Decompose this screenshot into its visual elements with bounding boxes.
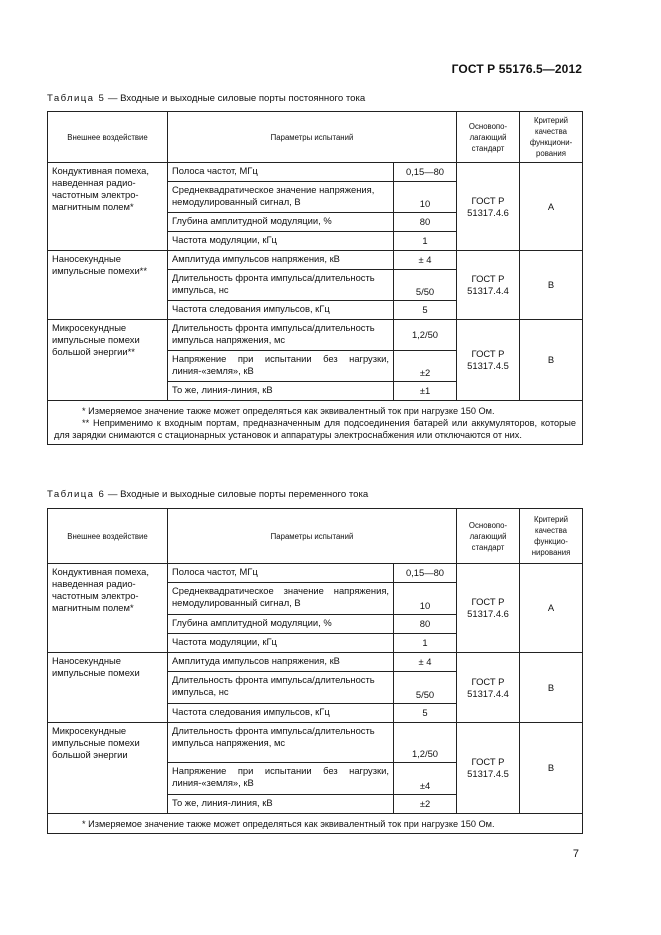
table6-effect-nanosecond: Наносекундные импульсные помехи [48, 653, 168, 723]
value-cell: 10 [394, 182, 457, 213]
table5-col-effect: Внешнее воздействие [48, 112, 168, 163]
param-cell: Полоса частот, МГц [168, 564, 394, 583]
value-cell: ±4 [394, 763, 457, 795]
table5-header-row [48, 112, 583, 163]
table-row [48, 564, 583, 583]
param-cell: Среднеквадратическое значение напряжения, немодулированный сигнал, В [168, 583, 394, 615]
value-cell: 80 [394, 615, 457, 634]
table5-col-standard: Основопо- лагающий стандарт [457, 112, 520, 163]
table5-criterion-b1: В [520, 251, 583, 320]
param-cell: То же, линия-линия, кВ [168, 795, 394, 814]
value-cell: 1 [394, 634, 457, 653]
value-cell: 1,2/50 [394, 723, 457, 763]
table6-criterion-b1: В [520, 653, 583, 723]
param-cell: Частота следования импульсов, кГц [168, 704, 394, 723]
table5-standard-4-4: ГОСТ Р 51317.4.4 [457, 251, 520, 320]
page-number: 7 [572, 848, 579, 860]
param-cell: Среднеквадратическое значение напряжения, немодулированный сигнал, В [168, 182, 394, 213]
table6-caption [47, 489, 368, 500]
table6-col-effect: Внешнее воздействие [48, 509, 168, 564]
table5-effect-conducted: Кондуктивная помеха, наведенная радио- частотным электро- магнитным полем* [48, 163, 168, 251]
table6-standard-4-4: ГОСТ Р 51317.4.4 [457, 653, 520, 723]
table5-col-params: Параметры испытаний [168, 112, 457, 163]
table6-effect-conducted: Кондуктивная помеха, наведенная радио- частотным электро- магнитным полем* [48, 564, 168, 653]
value-cell: ± 4 [394, 251, 457, 270]
value-cell: 1,2/50 [394, 320, 457, 351]
table5-effect-nanosecond: Наносекундные импульсные помехи** [48, 251, 168, 320]
table6-criterion-b2: В [520, 723, 583, 814]
param-cell: Глубина амплитудной модуляции, % [168, 615, 394, 634]
param-cell: Амплитуда импульсов напряжения, кВ [168, 251, 394, 270]
table6-footnotes [48, 814, 583, 834]
param-cell: То же, линия-линия, кВ [168, 382, 394, 401]
value-cell: 0,15—80 [394, 564, 457, 583]
value-cell: ±1 [394, 382, 457, 401]
value-cell: 5/50 [394, 270, 457, 301]
value-cell: 0,15—80 [394, 163, 457, 182]
param-cell: Длительность фронта импульса/длительность импульса, нс [168, 672, 394, 704]
table-row [48, 320, 583, 351]
table-row [48, 251, 583, 270]
value-cell: ± 4 [394, 653, 457, 672]
table5-standard-4-6: ГОСТ Р 51317.4.6 [457, 163, 520, 251]
table6-title: — Входные и выходные силовые порты переменного тока [105, 489, 369, 500]
value-cell: 5/50 [394, 672, 457, 704]
param-cell: Частота следования импульсов, кГц [168, 301, 394, 320]
param-cell: Длительность фронта импульса/длительность импульса напряжения, мс [168, 723, 394, 763]
value-cell: 5 [394, 704, 457, 723]
param-cell: Частота модуляции, кГц [168, 232, 394, 251]
table6-header-row [48, 509, 583, 564]
value-cell: ±2 [394, 351, 457, 382]
value-cell: 1 [394, 232, 457, 251]
table5-criterion-b2: В [520, 320, 583, 401]
table6-footnote-1: * Измеряемое значение также может определяться как эквивалентный ток при нагрузке 150 Ом. [82, 819, 495, 829]
value-cell: 80 [394, 213, 457, 232]
table5-footnotes [48, 401, 583, 445]
param-cell: Глубина амплитудной модуляции, % [168, 213, 394, 232]
table5-label: Таблица 5 [47, 93, 106, 104]
table6-standard-4-6: ГОСТ Р 51317.4.6 [457, 564, 520, 653]
table5-caption [47, 93, 365, 104]
param-cell: Напряжение при испытании без нагрузки, линия-«земля», кВ [168, 763, 394, 795]
table5 [47, 111, 583, 445]
table6-col-standard: Основопо- лагающий стандарт [457, 509, 520, 564]
table5-footnote-1: * Измеряемое значение также может определяться как эквивалентный ток при нагрузке 150 Ом. [82, 406, 495, 416]
table5-footnote-2: ** Неприменимо к входным портам, предназначенным для подсоединения батарей или аккумуляторов, которые для зарядки снимаются с стационарных установок и аппаратуры электроснабжения или отключаются от них. [54, 418, 576, 440]
table6-effect-microsecond: Микросекундные импульсные помехи большой энергии [48, 723, 168, 814]
standard-code: ГОСТ Р 55176.5—2012 [451, 62, 582, 76]
param-cell: Полоса частот, МГц [168, 163, 394, 182]
table-row [48, 653, 583, 672]
table6-label: Таблица 6 [47, 489, 106, 500]
table6-footnotes-row [48, 814, 583, 834]
table5-footnotes-row [48, 401, 583, 445]
value-cell: ±2 [394, 795, 457, 814]
table-row [48, 723, 583, 763]
table5-col-criterion: Критерий качества функциони- рования [520, 112, 583, 163]
table6-col-params: Параметры испытаний [168, 509, 457, 564]
table6-criterion-a: А [520, 564, 583, 653]
param-cell: Длительность фронта импульса/длительность импульса, нс [168, 270, 394, 301]
table6-standard-4-5: ГОСТ Р 51317.4.5 [457, 723, 520, 814]
table5-standard-4-5: ГОСТ Р 51317.4.5 [457, 320, 520, 401]
value-cell: 5 [394, 301, 457, 320]
table5-criterion-a: А [520, 163, 583, 251]
table-row [48, 163, 583, 182]
value-cell: 10 [394, 583, 457, 615]
table5-title: — Входные и выходные силовые порты постоянного тока [105, 93, 366, 104]
param-cell: Частота модуляции, кГц [168, 634, 394, 653]
table6-col-criterion: Критерий качества функцио- нирования [520, 509, 583, 564]
table6 [47, 508, 583, 834]
param-cell: Напряжение при испытании без нагрузки, линия-«земля», кВ [168, 351, 394, 382]
table5-effect-microsecond: Микросекундные импульсные помехи большой энергии** [48, 320, 168, 401]
param-cell: Амплитуда импульсов напряжения, кВ [168, 653, 394, 672]
param-cell: Длительность фронта импульса/длительность импульса напряжения, мс [168, 320, 394, 351]
